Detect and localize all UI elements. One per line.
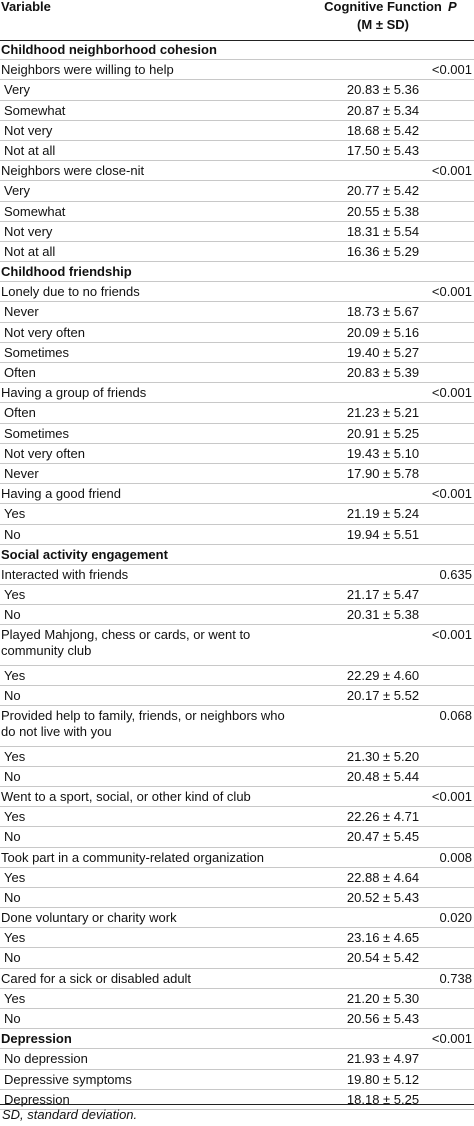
row-label: Cared for a sick or disabled adult [1, 970, 192, 986]
row-label: Sometimes [4, 344, 70, 360]
row-label: Depressive symptoms [4, 1071, 132, 1087]
row-label: Very [4, 82, 31, 98]
cognitive-value: 20.48 ± 5.44 [346, 768, 420, 784]
level-row [0, 80, 474, 100]
row-label: Sometimes [4, 425, 70, 441]
table-header [0, 0, 474, 41]
row-label: No [4, 688, 21, 704]
level-row [0, 323, 474, 343]
row-label: No [4, 829, 21, 845]
header-cognitive-function: Cognitive Function [324, 0, 442, 14]
cognitive-value: 23.16 ± 4.65 [346, 930, 420, 946]
row-label: Yes [4, 587, 26, 603]
variable-row [0, 60, 474, 80]
cognitive-value: 17.50 ± 5.43 [346, 142, 420, 158]
variable-row [0, 161, 474, 181]
cognitive-value: 20.56 ± 5.43 [346, 1011, 420, 1027]
cognitive-value: 19.40 ± 5.27 [346, 344, 420, 360]
level-row [0, 242, 474, 262]
p-value: 0.008 [439, 849, 472, 865]
cognitive-value: 18.31 ± 5.54 [346, 223, 420, 239]
cognitive-value: 21.17 ± 5.47 [346, 587, 420, 603]
row-label: No [4, 768, 21, 784]
cognitive-value: 20.09 ± 5.16 [346, 324, 420, 340]
level-row [0, 464, 474, 484]
level-row [0, 767, 474, 787]
cognitive-value: 20.77 ± 5.42 [346, 183, 420, 199]
cognitive-value: 21.30 ± 5.20 [346, 748, 420, 764]
level-row [0, 444, 474, 464]
cognitive-value: 19.43 ± 5.10 [346, 445, 420, 461]
cognitive-value: 20.87 ± 5.34 [346, 102, 420, 118]
level-row [0, 121, 474, 141]
row-label: Not very [4, 223, 53, 239]
variable-row [0, 969, 474, 989]
section-row [0, 262, 474, 282]
cognitive-value: 17.90 ± 5.78 [346, 465, 420, 481]
variable-row [0, 565, 474, 585]
row-label: Somewhat [4, 203, 66, 219]
header-variable: Variable [1, 0, 51, 14]
section-row [0, 40, 474, 60]
cognitive-value: 20.91 ± 5.25 [346, 425, 420, 441]
cognitive-value: 19.80 ± 5.12 [346, 1071, 420, 1087]
cognitive-value: 21.19 ± 5.24 [346, 506, 420, 522]
row-label: Yes [4, 506, 26, 522]
p-value: <0.001 [431, 385, 472, 401]
level-row [0, 222, 474, 242]
row-label: Went to a sport, social, or other kind of club [1, 788, 251, 804]
row-label: Yes [4, 990, 26, 1006]
cognitive-value: 20.31 ± 5.38 [346, 607, 420, 623]
p-value: <0.001 [431, 627, 472, 643]
p-value: <0.001 [431, 788, 472, 804]
p-value: 0.738 [439, 970, 472, 986]
row-label: Depression [4, 1091, 70, 1107]
level-row [0, 525, 474, 545]
variable-row [0, 625, 474, 665]
p-value: 0.068 [439, 708, 472, 724]
level-row [0, 1070, 474, 1090]
row-label: Yes [4, 748, 26, 764]
p-value: <0.001 [431, 1031, 472, 1047]
variable-row [0, 484, 474, 504]
level-row [0, 747, 474, 767]
level-row [0, 343, 474, 363]
level-row [0, 141, 474, 161]
cognitive-value: 20.17 ± 5.52 [346, 688, 420, 704]
level-row [0, 868, 474, 888]
cognitive-value: 18.73 ± 5.67 [346, 304, 420, 320]
cognitive-value: 22.29 ± 4.60 [346, 667, 420, 683]
variable-row [0, 383, 474, 403]
row-label: No [4, 526, 21, 542]
row-label: Not very often [4, 445, 85, 461]
level-row [0, 424, 474, 444]
p-value: <0.001 [431, 486, 472, 502]
row-label: Yes [4, 930, 26, 946]
row-label: No depression [4, 1051, 88, 1067]
cognitive-value: 16.36 ± 5.29 [346, 243, 420, 259]
row-label: Neighbors were willing to help [1, 62, 174, 78]
row-label: No [4, 950, 21, 966]
cognitive-value: 19.94 ± 5.51 [346, 526, 420, 542]
header-mean-sd: (M ± SD) [357, 17, 409, 32]
level-row [0, 363, 474, 383]
level-row [0, 302, 474, 322]
level-row [0, 101, 474, 121]
p-value: 0.635 [439, 566, 472, 582]
row-label: Not at all [4, 142, 56, 158]
p-value: <0.001 [431, 62, 472, 78]
row-label: Somewhat [4, 102, 66, 118]
cognitive-value: 20.55 ± 5.38 [346, 203, 420, 219]
row-label: Very [4, 183, 31, 199]
table-body [0, 40, 474, 1110]
cognitive-value: 22.26 ± 4.71 [346, 809, 420, 825]
level-row [0, 181, 474, 201]
p-value: <0.001 [431, 284, 472, 300]
level-row [0, 403, 474, 423]
level-row [0, 989, 474, 1009]
row-label: No [4, 889, 21, 905]
cognitive-value: 20.83 ± 5.39 [346, 365, 420, 380]
level-row [0, 202, 474, 222]
header-p-value: P [448, 0, 457, 14]
variable-row [0, 848, 474, 868]
row-label: Often [4, 365, 36, 380]
variable-row [0, 706, 474, 746]
row-label: Neighbors were close-nit [1, 163, 145, 179]
row-label: Not very often [4, 324, 85, 340]
row-label: Interacted with friends [1, 566, 129, 582]
row-label: No [4, 1011, 21, 1027]
cognitive-value: 20.47 ± 5.45 [346, 829, 420, 845]
row-label: Never [4, 304, 39, 320]
level-row [0, 807, 474, 827]
level-row [0, 504, 474, 524]
row-label: Provided help to family, friends, or neighbors who do not live with you [1, 708, 285, 740]
level-row [0, 948, 474, 968]
level-row [0, 605, 474, 625]
row-label: Having a group of friends [1, 385, 147, 401]
row-label: Depression [1, 1031, 72, 1047]
cognitive-value: 18.18 ± 5.25 [346, 1091, 420, 1107]
cognitive-value: 21.20 ± 5.30 [346, 990, 420, 1006]
row-label: Not very [4, 122, 53, 138]
level-row [0, 888, 474, 908]
cognitive-value: 18.68 ± 5.42 [346, 122, 420, 138]
level-row [0, 686, 474, 706]
row-label: Having a good friend [1, 486, 121, 502]
row-label: Took part in a community-related organization [1, 849, 265, 865]
row-label: Lonely due to no friends [1, 284, 140, 300]
p-value: <0.001 [431, 163, 472, 179]
row-label: Done voluntary or charity work [1, 910, 177, 926]
cognitive-value: 21.93 ± 4.97 [346, 1051, 420, 1067]
cognitive-value: 20.52 ± 5.43 [346, 889, 420, 905]
row-label: Often [4, 405, 36, 421]
p-value: 0.020 [439, 910, 472, 926]
row-label: Social activity engagement [1, 546, 168, 562]
row-label: Childhood friendship [1, 264, 132, 280]
section-row [0, 1029, 474, 1049]
level-row [0, 827, 474, 847]
row-label: Yes [4, 667, 26, 683]
cognitive-value: 20.54 ± 5.42 [346, 950, 420, 966]
variable-row [0, 908, 474, 928]
cognitive-value: 20.83 ± 5.36 [346, 82, 420, 98]
level-row [0, 928, 474, 948]
level-row [0, 666, 474, 686]
row-label: Yes [4, 809, 26, 825]
variable-row [0, 787, 474, 807]
level-row [0, 585, 474, 605]
level-row [0, 1049, 474, 1069]
row-label: Yes [4, 869, 26, 885]
cognitive-value: 22.88 ± 4.64 [346, 869, 420, 885]
row-label: Not at all [4, 243, 56, 259]
variable-row [0, 282, 474, 302]
row-label: Childhood neighborhood cohesion [1, 42, 217, 57]
cognitive-value: 21.23 ± 5.21 [346, 405, 420, 421]
section-row [0, 545, 474, 565]
row-label: Never [4, 465, 39, 481]
row-label: Played Mahjong, chess or cards, or went to community club [1, 627, 251, 659]
level-row [0, 1009, 474, 1029]
row-label: No [4, 607, 21, 623]
table-footnote: SD, standard deviation. [0, 1104, 474, 1126]
